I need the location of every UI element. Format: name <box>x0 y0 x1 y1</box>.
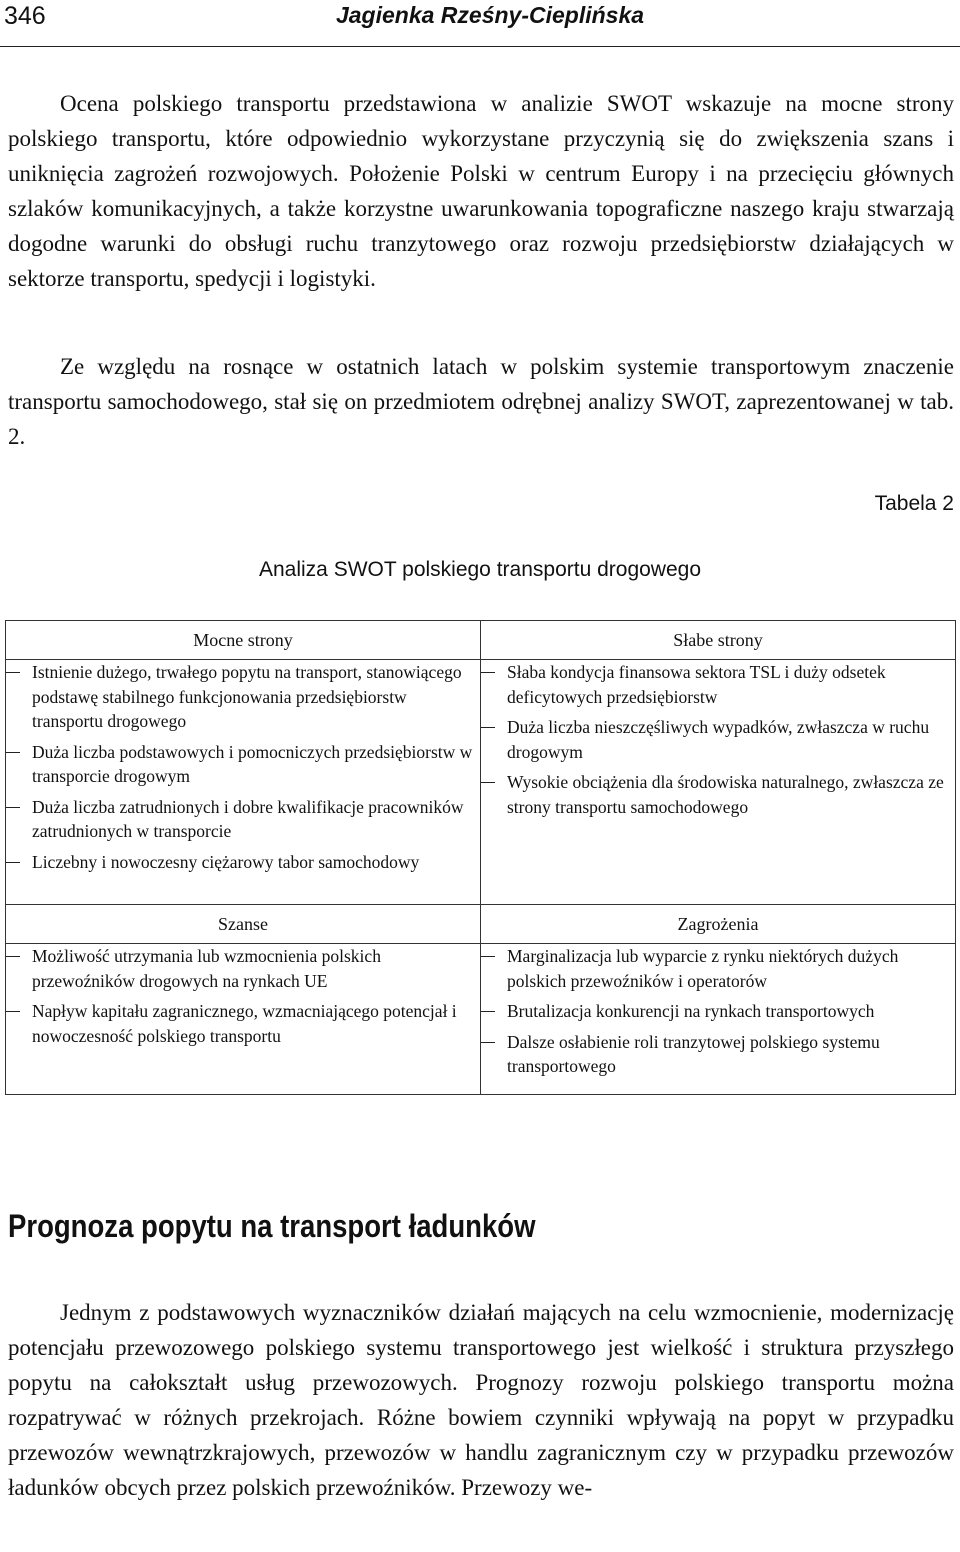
list-item: Możliwość utrzymania lub wzmocnienia polskich przewoźników drogowych na rynkach UE <box>6 944 480 993</box>
intro-paragraph-2 <box>8 349 954 454</box>
section-heading: Prognoza popytu na transport ładunków <box>8 1208 536 1244</box>
table-title: Analiza SWOT polskiego transportu drogowego <box>258 558 701 581</box>
weaknesses-header: Słabe strony <box>481 621 956 660</box>
list-item: Dalsze osłabienie roli tranzytowej polskiego systemu transportowego <box>481 1030 955 1079</box>
list-item: Wysokie obciążenia dla środowiska naturalnego, zwłaszcza ze strony transportu samochodowego <box>481 770 955 819</box>
opportunities-header: Szanse <box>6 905 481 944</box>
list-item: Duża liczba zatrudnionych i dobre kwalifikacje pracowników zatrudnionych w transporcie <box>6 795 480 844</box>
section-paragraph-text: Jednym z podstawowych wyznaczników działań mających na celu wzmocnienie, modernizację potencjału przewozowego polskiego systemu transportowego jest wielkość i struktura przyszłego popytu na całokształt usług przewozowych. Prognozy rozwoju polskiego transportu można rozpatrywać w różnych przekrojach. Różne bowiem czynniki wpływają na popyt w przypadku przewozów wewnątrzkrajowych, przewozów w handlu zagranicznym czy w przypadku przewozów ładunków obcych przez polskich przewoźników. Przewozy we- <box>8 1300 954 1500</box>
table-label: Tabela 2 <box>874 492 954 515</box>
opportunities-list <box>6 944 480 1048</box>
list-item: Duża liczba podstawowych i pomocniczych przedsiębiorstw w transporcie drogowym <box>6 740 480 789</box>
list-item: Liczebny i nowoczesny ciężarowy tabor samochodowy <box>6 850 480 875</box>
weaknesses-list <box>481 660 955 819</box>
strengths-list <box>6 660 480 874</box>
threats-list <box>481 944 955 1079</box>
page-number: 346 <box>4 2 46 30</box>
list-item: Istnienie dużego, trwałego popytu na transport, stanowiącego podstawę stabilnego funkcjonowania przedsiębiorstw transportu drogowego <box>6 660 480 734</box>
list-item: Duża liczba nieszczęśliwych wypadków, zwłaszcza w ruchu drogowym <box>481 715 955 764</box>
weaknesses-cell <box>481 660 956 905</box>
page-header <box>0 0 960 47</box>
threats-header: Zagrożenia <box>481 905 956 944</box>
intro-paragraph-1-text: Ocena polskiego transportu przedstawiona w analizie SWOT wskazuje na mocne strony polskiego transportu, które odpowiednio wykorzystane przyczynią się do zwiększenia szans i uniknięcia zagrożeń rozwojowych. Położenie Polski w centrum Europy i na przecięciu głównych szlaków komunikacyjnych, a także korzystne uwarunkowania topograficzne naszego kraju stwarzają dogodne warunki do obsługi ruchu tranzytowego oraz rozwoju przedsiębiorstw działających w sektorze transportu, spedycji i logistyki. <box>8 91 954 291</box>
strengths-header: Mocne strony <box>6 621 481 660</box>
threats-cell <box>481 944 956 1095</box>
running-head-author: Jagienka Rześny-Cieplińska <box>335 2 645 28</box>
opportunities-cell <box>6 944 481 1095</box>
list-item: Brutalizacja konkurencji na rynkach transportowych <box>481 999 955 1024</box>
list-item: Słaba kondycja finansowa sektora TSL i duży odsetek deficytowych przedsiębiorstw <box>481 660 955 709</box>
swot-table <box>5 620 956 1095</box>
section-paragraph <box>8 1295 954 1505</box>
list-item: Napływ kapitału zagranicznego, wzmacniającego potencjał i nowoczesność polskiego transportu <box>6 999 480 1048</box>
list-item: Marginalizacja lub wyparcie z rynku niektórych dużych polskich przewoźników i operatorów <box>481 944 955 993</box>
strengths-cell <box>6 660 481 905</box>
intro-paragraph-2-text: Ze względu na rosnące w ostatnich latach w polskim systemie transportowym znaczenie transportu samochodowego, stał się on przedmiotem odrębnej analizy SWOT, zaprezentowanej w tab. 2. <box>8 354 954 449</box>
intro-paragraph-1 <box>8 86 954 296</box>
